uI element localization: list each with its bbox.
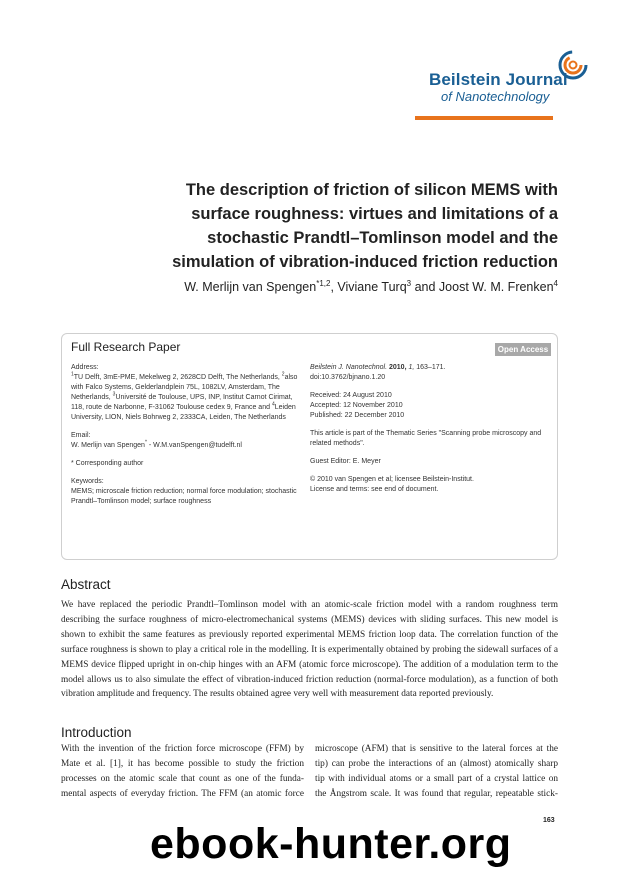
guest-editor: Guest Editor: E. Meyer bbox=[310, 458, 381, 465]
title-line: The description of friction of silicon MEMS with bbox=[185, 181, 558, 199]
title-line: stochastic Prandtl–Tomlinson model and the bbox=[207, 229, 558, 247]
journal-subtitle: of Nanotechnology bbox=[441, 89, 550, 104]
text-line: With the invention of the friction force microscope (FFM) by bbox=[61, 744, 304, 754]
abstract-heading: Abstract bbox=[61, 577, 111, 592]
introduction-left-column bbox=[61, 742, 304, 802]
title-line: simulation of vibration-induced friction reduction bbox=[172, 253, 558, 271]
author-affiliation: 3 bbox=[406, 279, 412, 288]
email-link[interactable]: - W.M.vanSpengen@tudelft.nl bbox=[146, 442, 242, 449]
info-right-column bbox=[310, 363, 550, 495]
author-list bbox=[98, 279, 558, 294]
email-star: * bbox=[144, 439, 147, 446]
journal-name: Beilstein Journal bbox=[429, 70, 568, 89]
keywords-label: Keywords: bbox=[71, 478, 104, 485]
journal-accent-bar bbox=[415, 116, 553, 120]
open-access-badge[interactable]: Open Access bbox=[495, 343, 551, 356]
address-label: Address: bbox=[71, 364, 99, 371]
text-line: Mate et al. [1], it has become possible to study the friction bbox=[61, 758, 304, 769]
thematic-series-note[interactable]: This article is part of the Thematic Series "Scanning probe microscopy and related methods". bbox=[310, 430, 542, 447]
email-label: Email: bbox=[71, 432, 91, 439]
text-line: tip with individual atoms or a small part of a crystal lattice on bbox=[315, 773, 558, 784]
journal-logo-icon bbox=[556, 48, 590, 82]
accepted-date: Accepted: 12 November 2010 bbox=[310, 402, 403, 409]
introduction-right-column bbox=[315, 742, 558, 802]
received-date: Received: 24 August 2010 bbox=[310, 392, 392, 399]
author-affiliation: 4 bbox=[553, 279, 558, 288]
watermark: ebook-hunter.org bbox=[150, 820, 512, 868]
article-title bbox=[98, 178, 558, 274]
text-line: microscope (AFM) that is sensitive to the lateral forces at the bbox=[315, 744, 558, 754]
author-separator: and bbox=[411, 280, 439, 295]
text-line: mental aspects of everyday friction. The FFM (an atomic force bbox=[61, 788, 304, 799]
email-author: W. Merlijn van Spengen bbox=[71, 442, 145, 449]
license-terms: License and terms: see end of document. bbox=[310, 486, 439, 493]
email-line bbox=[71, 441, 299, 451]
abstract-text: We have replaced the periodic Prandtl–Tomlinson model with an atomic-scale friction model with a random roughness term describing the surface roughness of micro-electromechanical systems (MEMS) devices with sliding surfaces. This new model is shown to exhibit the same features as previously reported experimental MEMS friction loop data. The correlation function of the surface roughness is shown to play a critical role in the modelling. It is experimentally obtained by probing the sidewall surfaces of a MEMS device flipped upright in on-chip hinges with an AFM (atomic force microscope). The addition of a modulation term to the model allows us to also simulate the effect of vibration-induced friction reduction (normal-force modulation), as a function of both vibration amplitude and frequency. The results obtained agree very well with measurement data reported previously. bbox=[61, 600, 558, 700]
author-name[interactable]: W. Merlijn van Spengen bbox=[184, 280, 317, 295]
author-separator: , bbox=[330, 280, 338, 295]
text-line: the Ångstrom scale. It was found that regular, repeatable stick- bbox=[315, 788, 558, 799]
author-name[interactable]: Joost W. M. Frenken bbox=[438, 280, 554, 295]
author-affiliation: *1,2 bbox=[316, 279, 331, 288]
introduction-heading: Introduction bbox=[61, 725, 132, 740]
title-line: surface roughness: virtues and limitations of a bbox=[191, 205, 558, 223]
corresponding-author-note: * Corresponding author bbox=[71, 460, 144, 467]
published-date: Published: 22 December 2010 bbox=[310, 412, 405, 419]
info-left-column bbox=[71, 363, 299, 507]
citation: Beilstein J. Nanotechnol. 2010, 1, 163–171. bbox=[310, 364, 446, 371]
page-number: 163 bbox=[543, 817, 555, 824]
text-line: processes on the atomic scale that count as one of the funda- bbox=[61, 773, 304, 784]
paper-type: Full Research Paper bbox=[71, 340, 181, 354]
doi-link[interactable]: doi:10.3762/bjnano.1.20 bbox=[310, 374, 386, 381]
keywords-text: MEMS; microscale friction reduction; normal force modulation; stochastic Prandtl–Tomlinson model; surface roughness bbox=[71, 488, 297, 505]
text-line: tip) can probe the interactions of an (almost) atomically sharp bbox=[315, 758, 558, 769]
address-text: $^1$TU Delft, 3mE-PME, Mekelweg 2, 2628CD Delft, The Netherlands, $^2$also with Falco Systems, Gelderlandplein 75L, 1082LV, Amsterdam, The Netherlands, $^3$Université de Toulouse, UPS, INP, Institut Carnot Cirimat, 118, route de Narbonne, F-31062 Toulouse cedex 9, France and $^4$Leiden University, LION, Niels Bohrweg 2, 2333CA, Leiden, The Netherlands bbox=[71, 371, 298, 421]
copyright: © 2010 van Spengen et al; licensee Beilstein-Institut. bbox=[310, 476, 474, 483]
article-info-box bbox=[61, 333, 558, 560]
author-name[interactable]: Viviane Turq bbox=[337, 280, 407, 295]
